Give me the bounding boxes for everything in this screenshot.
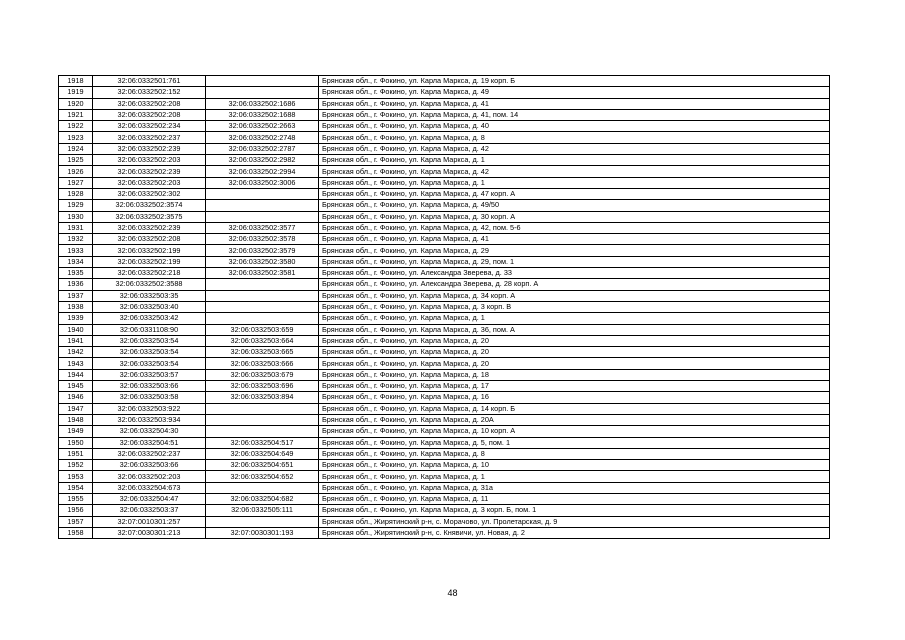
object-number-cell: 32:06:0332504:517	[206, 437, 319, 448]
table-row	[59, 245, 830, 256]
parcel-number-cell: 32:06:0332502:3588	[93, 279, 206, 290]
table-row	[59, 290, 830, 301]
object-number-cell	[206, 482, 319, 493]
parcel-number-cell: 32:06:0332502:239	[93, 166, 206, 177]
row-number-cell: 1933	[59, 245, 93, 256]
object-number-cell: 32:06:0332502:2982	[206, 155, 319, 166]
table-row	[59, 505, 830, 516]
table-row	[59, 324, 830, 335]
object-number-cell	[206, 188, 319, 199]
row-number-cell: 1945	[59, 381, 93, 392]
table-row	[59, 109, 830, 120]
table-row	[59, 188, 830, 199]
address-cell: Брянская обл., г. Фокино, ул. Карла Маркса, д. 16	[319, 392, 830, 403]
parcel-number-cell: 32:06:0332501:761	[93, 76, 206, 87]
object-number-cell	[206, 290, 319, 301]
table-row	[59, 200, 830, 211]
object-number-cell: 32:06:0332502:3006	[206, 177, 319, 188]
parcel-number-cell: 32:06:0332502:152	[93, 87, 206, 98]
address-cell: Брянская обл., Жирятинский р-н, с. Княвичи, ул. Новая, д. 2	[319, 527, 830, 538]
row-number-cell: 1946	[59, 392, 93, 403]
row-number-cell: 1921	[59, 109, 93, 120]
row-number-cell: 1944	[59, 369, 93, 380]
address-cell: Брянская обл., г. Фокино, ул. Карла Маркса, д. 20	[319, 358, 830, 369]
row-number-cell: 1958	[59, 527, 93, 538]
parcel-number-cell: 32:06:0332502:203	[93, 471, 206, 482]
table-row	[59, 143, 830, 154]
object-number-cell: 32:06:0332503:659	[206, 324, 319, 335]
row-number-cell: 1929	[59, 200, 93, 211]
address-cell: Брянская обл., г. Фокино, ул. Карла Маркса, д. 14 корп. Б	[319, 403, 830, 414]
object-number-cell	[206, 414, 319, 425]
address-cell: Брянская обл., г. Фокино, ул. Карла Маркса, д. 5, пом. 1	[319, 437, 830, 448]
object-number-cell	[206, 211, 319, 222]
address-cell: Брянская обл., г. Фокино, ул. Карла Маркса, д. 49/50	[319, 200, 830, 211]
object-number-cell: 32:06:0332502:2994	[206, 166, 319, 177]
object-number-cell: 32:06:0332503:679	[206, 369, 319, 380]
table-row	[59, 279, 830, 290]
table-row	[59, 76, 830, 87]
table-row	[59, 335, 830, 346]
object-number-cell	[206, 301, 319, 312]
object-number-cell: 32:06:0332502:1686	[206, 98, 319, 109]
table-row	[59, 381, 830, 392]
parcel-number-cell: 32:06:0332503:57	[93, 369, 206, 380]
object-number-cell: 32:06:0332503:696	[206, 381, 319, 392]
object-number-cell: 32:06:0332502:2748	[206, 132, 319, 143]
table-row	[59, 493, 830, 504]
table-row	[59, 234, 830, 245]
parcel-number-cell: 32:06:0332502:234	[93, 121, 206, 132]
table-row	[59, 222, 830, 233]
parcel-number-cell: 32:06:0332502:218	[93, 268, 206, 279]
address-cell: Брянская обл., г. Фокино, ул. Карла Маркса, д. 20	[319, 335, 830, 346]
row-number-cell: 1922	[59, 121, 93, 132]
parcel-number-cell: 32:06:0332503:35	[93, 290, 206, 301]
parcel-number-cell: 32:06:0332504:30	[93, 426, 206, 437]
parcel-number-cell: 32:06:0332502:239	[93, 222, 206, 233]
table-row	[59, 426, 830, 437]
address-cell: Брянская обл., г. Фокино, ул. Карла Маркса, д. 49	[319, 87, 830, 98]
parcel-number-cell: 32:07:0030301:213	[93, 527, 206, 538]
table-row	[59, 313, 830, 324]
parcel-number-cell: 32:06:0332502:203	[93, 177, 206, 188]
object-number-cell	[206, 76, 319, 87]
row-number-cell: 1919	[59, 87, 93, 98]
table-row	[59, 437, 830, 448]
address-cell: Брянская обл., г. Фокино, ул. Карла Маркса, д. 11	[319, 493, 830, 504]
table-row	[59, 392, 830, 403]
object-number-cell: 32:06:0332504:652	[206, 471, 319, 482]
address-cell: Брянская обл., г. Фокино, ул. Карла Маркса, д. 10	[319, 460, 830, 471]
address-cell: Брянская обл., г. Фокино, ул. Карла Маркса, д. 8	[319, 132, 830, 143]
row-number-cell: 1939	[59, 313, 93, 324]
table-row	[59, 177, 830, 188]
registry-table-body	[59, 76, 830, 539]
parcel-number-cell: 32:06:0332503:66	[93, 381, 206, 392]
parcel-number-cell: 32:06:0332502:237	[93, 448, 206, 459]
parcel-number-cell: 32:06:0332503:66	[93, 460, 206, 471]
row-number-cell: 1928	[59, 188, 93, 199]
address-cell: Брянская обл., г. Фокино, ул. Карла Маркса, д. 34 корп. А	[319, 290, 830, 301]
row-number-cell: 1938	[59, 301, 93, 312]
table-row	[59, 482, 830, 493]
address-cell: Брянская обл., г. Фокино, ул. Александра Зверева, д. 33	[319, 268, 830, 279]
address-cell: Брянская обл., г. Фокино, ул. Александра Зверева, д. 28 корп. А	[319, 279, 830, 290]
row-number-cell: 1940	[59, 324, 93, 335]
parcel-number-cell: 32:06:0332504:673	[93, 482, 206, 493]
parcel-number-cell: 32:06:0332502:3575	[93, 211, 206, 222]
address-cell: Брянская обл., г. Фокино, ул. Карла Маркса, д. 17	[319, 381, 830, 392]
parcel-number-cell: 32:06:0332504:51	[93, 437, 206, 448]
parcel-number-cell: 32:06:0332503:54	[93, 347, 206, 358]
table-row	[59, 347, 830, 358]
parcel-number-cell: 32:06:0332502:3574	[93, 200, 206, 211]
address-cell: Брянская обл., г. Фокино, ул. Карла Маркса, д. 41	[319, 98, 830, 109]
table-row	[59, 256, 830, 267]
row-number-cell: 1936	[59, 279, 93, 290]
row-number-cell: 1937	[59, 290, 93, 301]
object-number-cell	[206, 200, 319, 211]
row-number-cell: 1953	[59, 471, 93, 482]
object-number-cell	[206, 426, 319, 437]
row-number-cell: 1931	[59, 222, 93, 233]
row-number-cell: 1918	[59, 76, 93, 87]
address-cell: Брянская обл., г. Фокино, ул. Карла Маркса, д. 18	[319, 369, 830, 380]
table-row	[59, 155, 830, 166]
address-cell: Брянская обл., г. Фокино, ул. Карла Маркса, д. 1	[319, 471, 830, 482]
object-number-cell: 32:06:0332502:3578	[206, 234, 319, 245]
row-number-cell: 1947	[59, 403, 93, 414]
table-row	[59, 358, 830, 369]
parcel-number-cell: 32:06:0332503:934	[93, 414, 206, 425]
table-row	[59, 211, 830, 222]
row-number-cell: 1956	[59, 505, 93, 516]
parcel-number-cell: 32:06:0332503:54	[93, 335, 206, 346]
address-cell: Брянская обл., г. Фокино, ул. Карла Маркса, д. 42	[319, 143, 830, 154]
object-number-cell: 32:06:0332504:649	[206, 448, 319, 459]
object-number-cell: 32:07:0030301:193	[206, 527, 319, 538]
table-row	[59, 98, 830, 109]
table-row	[59, 121, 830, 132]
table-row	[59, 527, 830, 538]
table-row	[59, 87, 830, 98]
parcel-number-cell: 32:06:0332502:208	[93, 109, 206, 120]
row-number-cell: 1930	[59, 211, 93, 222]
row-number-cell: 1942	[59, 347, 93, 358]
row-number-cell: 1948	[59, 414, 93, 425]
parcel-number-cell: 32:06:0332503:922	[93, 403, 206, 414]
row-number-cell: 1920	[59, 98, 93, 109]
row-number-cell: 1954	[59, 482, 93, 493]
table-row	[59, 414, 830, 425]
address-cell: Брянская обл., г. Фокино, ул. Карла Маркса, д. 42, пом. 5-6	[319, 222, 830, 233]
row-number-cell: 1926	[59, 166, 93, 177]
address-cell: Брянская обл., г. Фокино, ул. Карла Маркса, д. 42	[319, 166, 830, 177]
object-number-cell	[206, 403, 319, 414]
object-number-cell: 32:06:0332502:3579	[206, 245, 319, 256]
object-number-cell	[206, 313, 319, 324]
object-number-cell: 32:06:0332502:2787	[206, 143, 319, 154]
address-cell: Брянская обл., г. Фокино, ул. Карла Маркса, д. 8	[319, 448, 830, 459]
address-cell: Брянская обл., г. Фокино, ул. Карла Маркса, д. 40	[319, 121, 830, 132]
address-cell: Брянская обл., г. Фокино, ул. Карла Маркса, д. 36, пом. А	[319, 324, 830, 335]
object-number-cell: 32:06:0332502:3577	[206, 222, 319, 233]
row-number-cell: 1923	[59, 132, 93, 143]
object-number-cell: 32:06:0332503:665	[206, 347, 319, 358]
object-number-cell: 32:06:0332502:1688	[206, 109, 319, 120]
table-row	[59, 166, 830, 177]
table-row	[59, 369, 830, 380]
table-row	[59, 268, 830, 279]
address-cell: Брянская обл., г. Фокино, ул. Карла Маркса, д. 20А	[319, 414, 830, 425]
parcel-number-cell: 32:06:0332503:58	[93, 392, 206, 403]
table-row	[59, 132, 830, 143]
address-cell: Брянская обл., г. Фокино, ул. Карла Маркса, д. 3 корп. Б, пом. 1	[319, 505, 830, 516]
parcel-number-cell: 32:06:0332504:47	[93, 493, 206, 504]
table-row	[59, 301, 830, 312]
parcel-number-cell: 32:06:0332502:199	[93, 256, 206, 267]
object-number-cell: 32:06:0332504:651	[206, 460, 319, 471]
table-row	[59, 460, 830, 471]
address-cell: Брянская обл., г. Фокино, ул. Карла Маркса, д. 1	[319, 155, 830, 166]
parcel-number-cell: 32:06:0332503:54	[93, 358, 206, 369]
parcel-number-cell: 32:06:0332502:239	[93, 143, 206, 154]
parcel-number-cell: 32:06:0332502:203	[93, 155, 206, 166]
object-number-cell	[206, 279, 319, 290]
row-number-cell: 1950	[59, 437, 93, 448]
parcel-number-cell: 32:06:0332503:42	[93, 313, 206, 324]
row-number-cell: 1925	[59, 155, 93, 166]
row-number-cell: 1932	[59, 234, 93, 245]
address-cell: Брянская обл., г. Фокино, ул. Карла Маркса, д. 41	[319, 234, 830, 245]
parcel-number-cell: 32:06:0332502:199	[93, 245, 206, 256]
table-row	[59, 403, 830, 414]
parcel-number-cell: 32:06:0331108:90	[93, 324, 206, 335]
address-cell: Брянская обл., г. Фокино, ул. Карла Маркса, д. 3 корп. В	[319, 301, 830, 312]
object-number-cell: 32:06:0332503:666	[206, 358, 319, 369]
address-cell: Брянская обл., Жирятинский р-н, с. Морачово, ул. Пролетарская, д. 9	[319, 516, 830, 527]
parcel-number-cell: 32:06:0332502:208	[93, 98, 206, 109]
address-cell: Брянская обл., г. Фокино, ул. Карла Маркса, д. 19 корп. Б	[319, 76, 830, 87]
object-number-cell: 32:06:0332502:3580	[206, 256, 319, 267]
row-number-cell: 1952	[59, 460, 93, 471]
row-number-cell: 1941	[59, 335, 93, 346]
table-row	[59, 448, 830, 459]
address-cell: Брянская обл., г. Фокино, ул. Карла Маркса, д. 47 корп. А	[319, 188, 830, 199]
row-number-cell: 1934	[59, 256, 93, 267]
parcel-number-cell: 32:06:0332502:208	[93, 234, 206, 245]
row-number-cell: 1943	[59, 358, 93, 369]
page-number: 48	[447, 588, 458, 598]
object-number-cell: 32:06:0332504:682	[206, 493, 319, 504]
row-number-cell: 1927	[59, 177, 93, 188]
parcel-number-cell: 32:06:0332502:302	[93, 188, 206, 199]
parcel-number-cell: 32:06:0332502:237	[93, 132, 206, 143]
address-cell: Брянская обл., г. Фокино, ул. Карла Маркса, д. 29	[319, 245, 830, 256]
parcel-number-cell: 32:06:0332503:37	[93, 505, 206, 516]
address-cell: Брянская обл., г. Фокино, ул. Карла Маркса, д. 20	[319, 347, 830, 358]
row-number-cell: 1955	[59, 493, 93, 504]
table-row	[59, 471, 830, 482]
object-number-cell: 32:06:0332503:664	[206, 335, 319, 346]
address-cell: Брянская обл., г. Фокино, ул. Карла Маркса, д. 1	[319, 177, 830, 188]
object-number-cell: 32:06:0332502:3581	[206, 268, 319, 279]
address-cell: Брянская обл., г. Фокино, ул. Карла Маркса, д. 1	[319, 313, 830, 324]
address-cell: Брянская обл., г. Фокино, ул. Карла Маркса, д. 31а	[319, 482, 830, 493]
row-number-cell: 1924	[59, 143, 93, 154]
object-number-cell: 32:06:0332505:111	[206, 505, 319, 516]
row-number-cell: 1935	[59, 268, 93, 279]
registry-table	[58, 75, 830, 539]
object-number-cell: 32:06:0332502:2663	[206, 121, 319, 132]
object-number-cell: 32:06:0332503:894	[206, 392, 319, 403]
row-number-cell: 1951	[59, 448, 93, 459]
address-cell: Брянская обл., г. Фокино, ул. Карла Маркса, д. 41, пом. 14	[319, 109, 830, 120]
row-number-cell: 1949	[59, 426, 93, 437]
address-cell: Брянская обл., г. Фокино, ул. Карла Маркса, д. 30 корп. А	[319, 211, 830, 222]
row-number-cell: 1957	[59, 516, 93, 527]
address-cell: Брянская обл., г. Фокино, ул. Карла Маркса, д. 10 корп. А	[319, 426, 830, 437]
parcel-number-cell: 32:07:0010301:257	[93, 516, 206, 527]
object-number-cell	[206, 87, 319, 98]
table-row	[59, 516, 830, 527]
address-cell: Брянская обл., г. Фокино, ул. Карла Маркса, д. 29, пом. 1	[319, 256, 830, 267]
parcel-number-cell: 32:06:0332503:40	[93, 301, 206, 312]
object-number-cell	[206, 516, 319, 527]
